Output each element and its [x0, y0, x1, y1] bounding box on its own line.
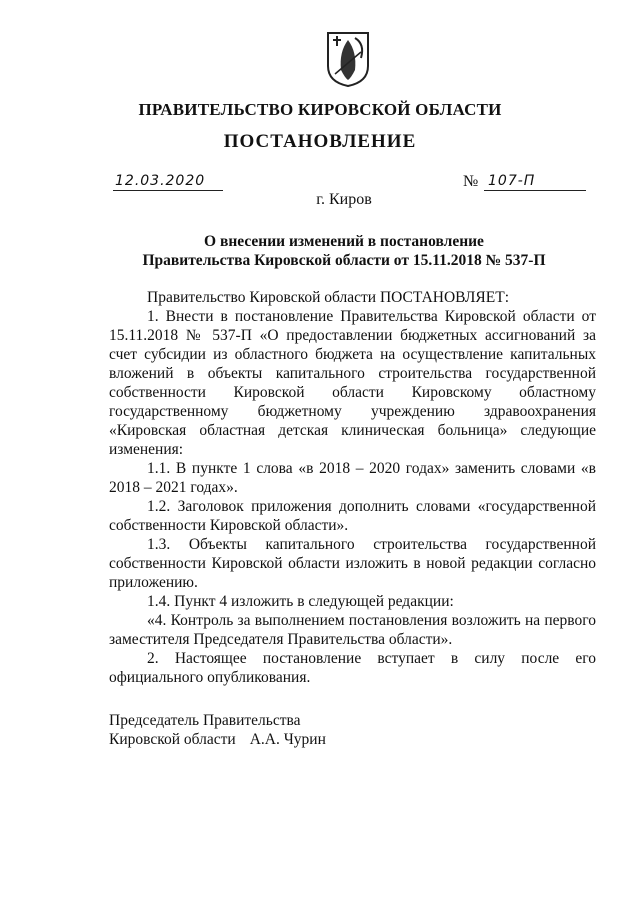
- signature-name: А.А. Чурин: [249, 731, 326, 748]
- signature-line-1: Председатель Правительства: [109, 712, 301, 729]
- subject-line-2: Правительства Кировской области от 15.11.2018 № 537-П: [142, 252, 546, 269]
- document-body: [109, 288, 596, 687]
- number-sign: №: [463, 173, 479, 190]
- subject-heading: [0, 232, 640, 270]
- paragraph-1-4: 1.4. Пункт 4 изложить в следующей редакции:: [147, 593, 454, 610]
- document-type: ПОСТАНОВЛЕНИЕ: [223, 131, 417, 152]
- number-value: 107-П: [488, 173, 536, 189]
- paragraph-1-2: 1.2. Заголовок приложения дополнить словами «государственной собственности Кировской области».: [109, 498, 596, 534]
- paragraph-1-4-quote: «4. Контроль за выполнением постановления возложить на первого заместителя Председателя Правительства области».: [109, 612, 596, 648]
- date-value: 12.03.2020: [115, 173, 206, 189]
- paragraph-1-3: 1.3. Объекты капитального строительства государственной собственности Кировской области изложить в новой редакции согласно приложению.: [109, 536, 596, 591]
- number-field: [484, 172, 586, 191]
- government-title: ПРАВИТЕЛЬСТВО КИРОВСКОЙ ОБЛАСТИ: [138, 100, 502, 119]
- paragraph-1-1: 1.1. В пункте 1 слова «в 2018 – 2020 годах» заменить словами «в 2018 – 2021 годах».: [109, 460, 596, 496]
- coat-of-arms-icon: [325, 30, 371, 88]
- intro-paragraph: Правительство Кировской области ПОСТАНОВЛЯЕТ:: [147, 289, 510, 306]
- subject-line-1: О внесении изменений в постановление: [204, 233, 484, 250]
- signature-line-2: [109, 730, 326, 749]
- signature-org: Кировской области: [109, 731, 236, 748]
- date-field: [113, 172, 223, 191]
- paragraph-1: 1. Внести в постановление Правительства Кировской области от 15.11.2018 № 537-П «О предоставлении бюджетных ассигнований за счет субсидии из областного бюджета на осуществление капитальных вложений в объекты капитального строительства государственной собственности Кировской области Кировскому областному государственному бюджетному учреждению здравоохранения «Кировская областная детская клиническая больница» следующие изменения:: [109, 308, 596, 458]
- paragraph-2: 2. Настоящее постановление вступает в силу после его официального опубликования.: [109, 650, 596, 686]
- city: г. Киров: [316, 191, 372, 208]
- signature-block: [109, 711, 326, 749]
